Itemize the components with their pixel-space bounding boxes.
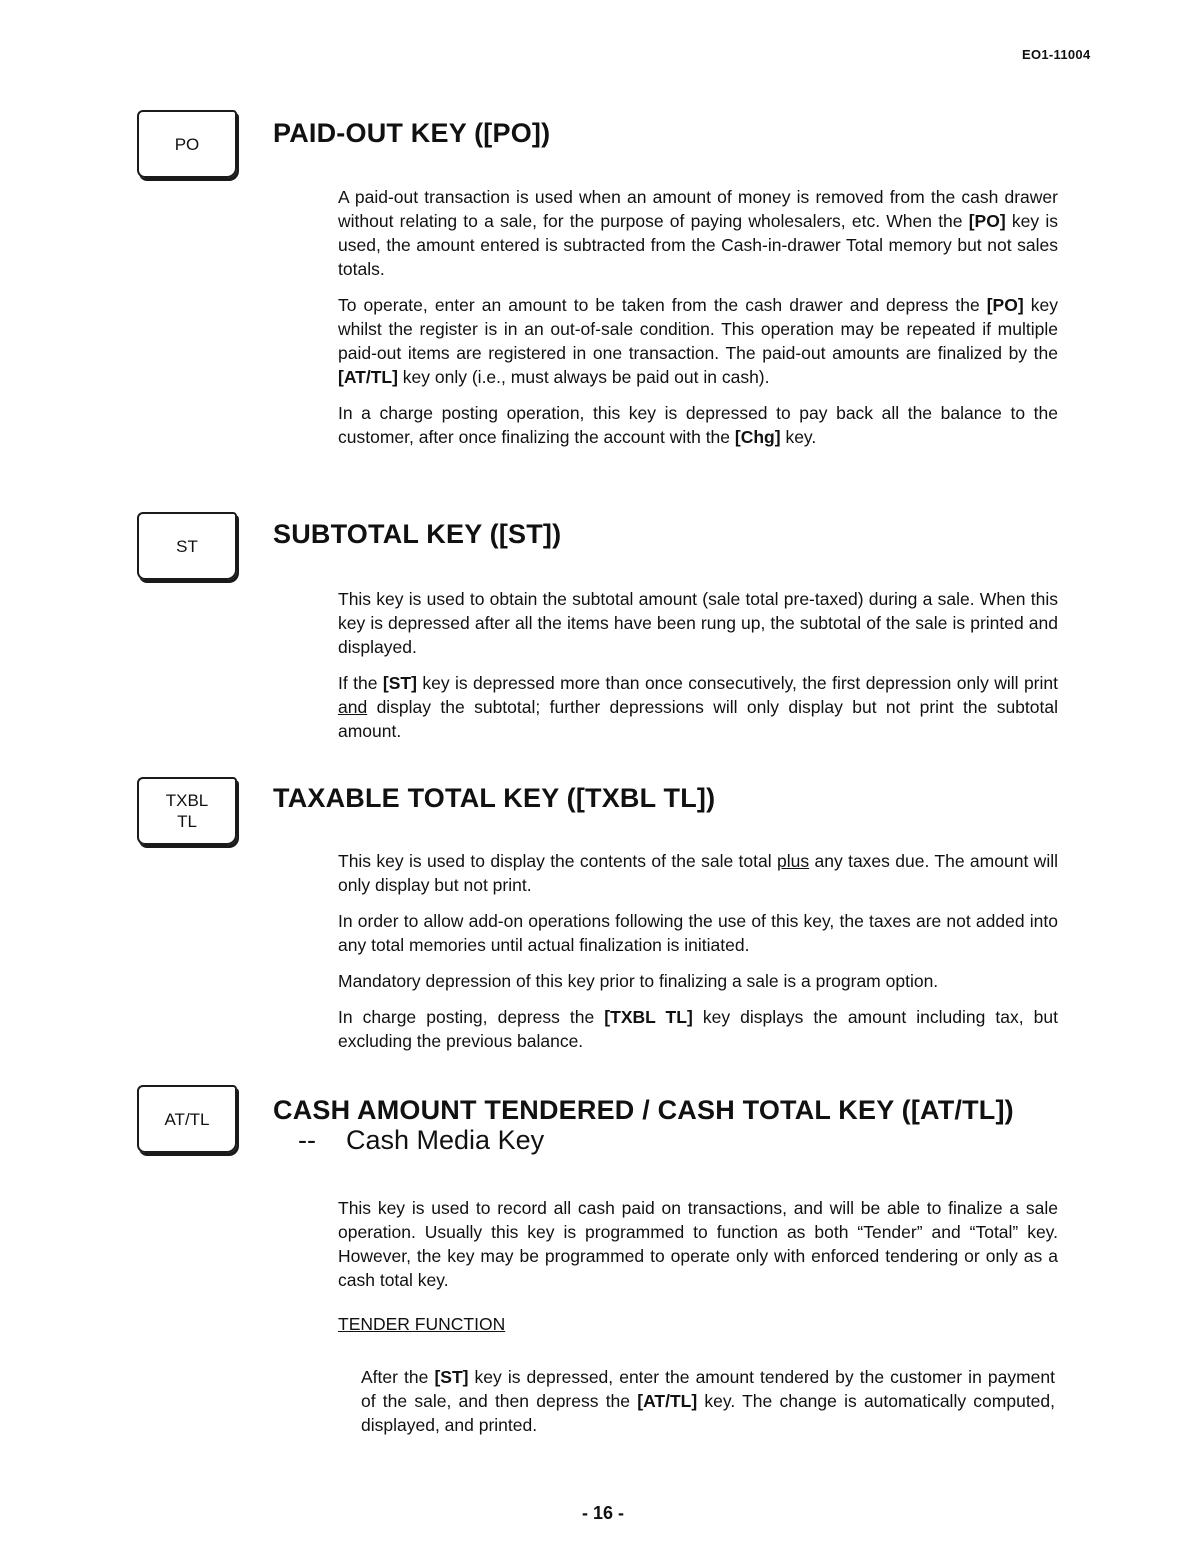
text-run: In charge posting, depress the: [338, 1007, 605, 1027]
paragraph: [338, 1196, 1058, 1292]
subsection-body-tender-function: [361, 1365, 1055, 1437]
key-label: TXBL: [165, 791, 209, 810]
subtitle-text: Cash Media Key: [346, 1125, 545, 1155]
document-id: EO1-11004: [1022, 47, 1091, 62]
text-run: After the: [361, 1367, 435, 1387]
paragraph: [338, 1005, 1058, 1053]
paragraph: [338, 671, 1058, 743]
paragraph: [338, 969, 1058, 993]
key-reference: [TXBL TL]: [604, 1007, 693, 1027]
emphasis: plus: [777, 851, 810, 871]
txbl-tl-key-icon: [137, 777, 237, 845]
key-reference: [AT/TL]: [637, 1391, 698, 1411]
paragraph: [338, 909, 1058, 957]
key-reference: [PO]: [968, 211, 1006, 231]
key-label: PO: [174, 134, 200, 154]
text-run: Mandatory depression of this key prior to finalizing a sale is a program option.: [338, 971, 939, 991]
text-run: key only (i.e., must always be paid out in cash).: [397, 367, 770, 387]
text-run: In order to allow add-on operations following the use of this key, the taxes are not added into any total memories until actual finalization is initiated.: [338, 911, 1058, 955]
emphasis: and: [338, 697, 368, 717]
text-run: display the subtotal; further depressions will only display but not print the subtotal amount.: [338, 697, 1058, 741]
key-reference: [AT/TL]: [338, 367, 398, 387]
section-subtitle-cash-media-key: [298, 1125, 544, 1156]
text-run: If the: [338, 673, 383, 693]
paragraph: [338, 401, 1058, 449]
key-reference: [ST]: [382, 673, 417, 693]
subtitle-dash: --: [298, 1125, 316, 1155]
section-body-paid-out: [338, 185, 1058, 461]
section-title-cash-amount-tendered: CASH AMOUNT TENDERED / CASH TOTAL KEY ([AT/TL]): [273, 1095, 1014, 1125]
section-title-subtotal: SUBTOTAL KEY ([ST]): [273, 519, 562, 549]
text-run: key. The change is automatically computed, displayed, and printed.: [361, 1391, 1056, 1435]
paragraph: [338, 587, 1058, 659]
key-reference: [PO]: [986, 295, 1024, 315]
po-key-icon: [137, 110, 237, 178]
paragraph: [338, 293, 1058, 389]
text-run: This key is used to display the contents of the sale total: [338, 851, 778, 871]
section-title-taxable-total: TAXABLE TOTAL KEY ([TXBL TL]): [273, 783, 716, 813]
page-number: - 16 -: [581, 1503, 624, 1523]
section-body-subtotal: [338, 587, 1058, 755]
text-run: This key is used to obtain the subtotal amount (sale total pre-taxed) during a sale. When this key is depressed after all the items have been rung up, the subtotal of the sale is printed and displayed.: [338, 589, 1058, 657]
at-tl-key-icon: [137, 1085, 237, 1153]
text-run: key is used, the amount entered is subtracted from the Cash-in-drawer Total memory but not sales totals.: [338, 211, 1058, 279]
text-run: To operate, enter an amount to be taken from the cash drawer and depress the: [338, 295, 987, 315]
st-key-icon: [137, 512, 237, 580]
text-run: key whilst the register is in an out-of-sale condition. This operation may be repeated if multiple paid-out items are registered in one transaction. The paid-out amounts are finalized by the: [338, 295, 1058, 363]
text-run: In a charge posting operation, this key is depressed to pay back all the balance to the customer, after once finalizing the account with the: [338, 403, 1058, 447]
text-run: A paid-out transaction is used when an amount of money is removed from the cash drawer without relating to a sale, for the purpose of paying wholesalers, etc. When the: [338, 187, 1058, 231]
text-run: key displays the amount including tax, but excluding the previous balance.: [338, 1007, 1058, 1051]
paragraph: [338, 185, 1058, 281]
text-run: key is depressed, enter the amount tendered by the customer in payment of the sale, and then depress the: [361, 1367, 1055, 1411]
paragraph: [361, 1365, 1055, 1437]
text-run: key.: [780, 427, 817, 447]
text-run: any taxes due. The amount will only display but not print.: [338, 851, 1058, 895]
paragraph: [338, 849, 1058, 897]
section-title-paid-out: PAID-OUT KEY ([PO]): [273, 118, 551, 148]
key-label: ST: [176, 536, 198, 556]
subsection-title-tender-function: TENDER FUNCTION: [338, 1314, 506, 1334]
section-body-cash-amount-tendered: [338, 1196, 1058, 1304]
key-reference: [ST]: [434, 1367, 469, 1387]
text-run: This key is used to record all cash paid on transactions, and will be able to finalize a sale operation. Usually this key is programmed to function as both “Tender” and “Total” key. However, the key may be programmed to operate only with enforced tendering or only as a cash total key.: [338, 1198, 1058, 1290]
key-reference: [Chg]: [734, 427, 781, 447]
section-body-taxable-total: [338, 849, 1058, 1065]
text-run: key is depressed more than once consecutively, the first depression only will print: [416, 673, 1058, 693]
key-label: AT/TL: [164, 1109, 210, 1129]
key-label: TL: [177, 812, 197, 831]
